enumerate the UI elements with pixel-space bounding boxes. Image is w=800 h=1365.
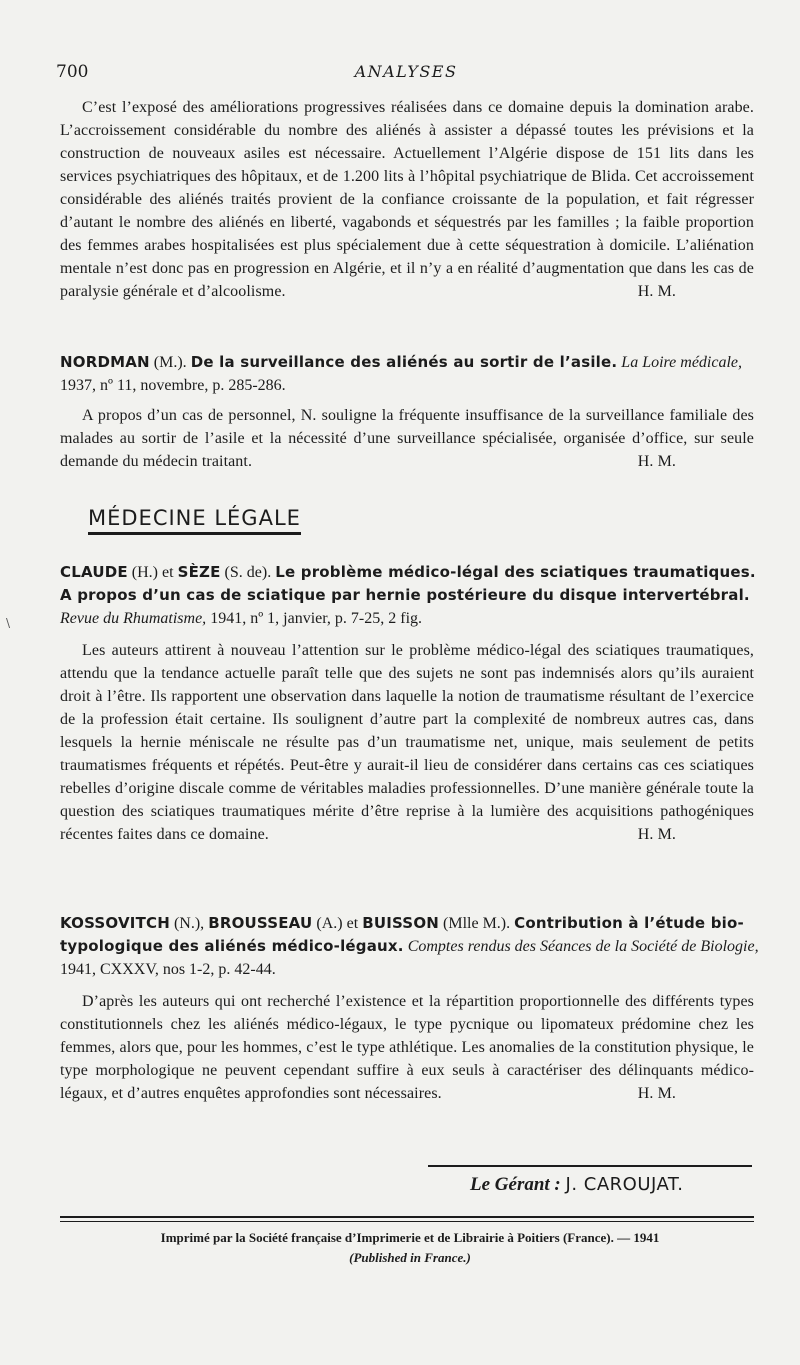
article-title: De la surveillance des aliénés au sortir de l’asile. — [190, 353, 618, 371]
signature-rule — [428, 1165, 752, 1167]
article-title: Le problème médico-légal des sciatiques traumatiques. A propos d’un cas de sciatique par hernie postérieure du disque intervertébral. — [60, 563, 756, 604]
entry-claude-citation — [60, 561, 760, 630]
abstract-text: A propos d’un cas de personnel, N. souligne la fréquente insuffisance de la surveillance familiale des malades au sortir de l’asile et la nécessité d’une surveillance spécialisée, organisée d’office, sur seule demande du médecin traitant. — [60, 407, 754, 470]
abstract-signature: H. M. — [637, 453, 676, 470]
printer-line: Imprimé par la Société française d’Imprimerie et de Librairie à Poitiers (France). — 1941 — [160, 1230, 660, 1245]
conjunction: et — [346, 915, 359, 932]
section-title: MÉDECINE LÉGALE — [88, 506, 301, 535]
journal-name: Revue du Rhumatisme, — [60, 610, 207, 627]
abstract-signature: H. M. — [637, 1085, 676, 1102]
entry-nordman-citation — [60, 351, 760, 397]
journal-name: Comptes rendus des Séances de la Société de Biologie, — [407, 938, 759, 955]
journal-name: La Loire médicale, — [621, 354, 743, 371]
entry-nordman-abstract — [60, 404, 754, 473]
running-title: ANALYSES — [354, 62, 458, 81]
conjunction: et — [162, 564, 174, 581]
author-initial: (S. de). — [224, 564, 272, 581]
intro-paragraph — [60, 96, 754, 303]
author-name: NORDMAN — [60, 353, 150, 371]
footer-rule-top — [60, 1216, 754, 1218]
gerant-signature — [470, 1174, 684, 1196]
citation-details: 1941, nº 1, janvier, p. 7-25, 2 fig. — [210, 610, 423, 627]
published-line — [100, 1250, 720, 1266]
author-initial: (A.) — [316, 915, 343, 932]
author-initial: (Mlle M.). — [443, 915, 511, 932]
entry-kossovitch-abstract — [60, 990, 754, 1105]
author-initial: (M.). — [153, 354, 187, 371]
abstract-signature: H. M. — [637, 826, 676, 843]
entry-kossovitch-citation — [60, 912, 760, 981]
gerant-label: Le Gérant : — [470, 1174, 561, 1195]
author-name: BROUSSEAU — [208, 914, 313, 932]
abstract-text: Les auteurs attirent à nouveau l’attention sur le problème médico-légal des sciatiques traumatiques, attendu que la tendance actuelle paraît telle que des sujets ne sont pas indemnisés alors qu’ils auraient droit à l’être. Ils rapportent une observation dans laquelle la notion de traumatisme résultant de l’exercice de la profession était certaine. Ils soulignent d’autre part la complexité de nombreux autres cas, dans lesquels la hernie méniscale ne résulte pas d’un traumatisme net, unique, mais seulement de petits traumatismes fréquents et répétés. Peut-être y aurait-il lieu de considérer dans certains cas ces sciatiques rebelles d’origine discale comme de véritables maladies professionnelles. D’une manière générale toute la question des sciatiques traumatiques mérite d’être reprise à la lumière des acquisitions pathogéniques récentes faites dans ce domaine. — [60, 642, 754, 843]
page-header — [56, 62, 756, 86]
gerant-name: J. CAROUJAT. — [565, 1174, 684, 1195]
author-name: CLAUDE — [60, 563, 128, 581]
entry-claude-abstract — [60, 639, 754, 846]
author-name: SÈZE — [177, 563, 221, 581]
author-initial: (N.), — [173, 915, 205, 932]
page-number: 700 — [56, 62, 89, 82]
intro-signature: H. M. — [637, 283, 676, 300]
author-initial: (H.) — [131, 564, 159, 581]
intro-text: C’est l’exposé des améliorations progressives réalisées dans ce domaine depuis la domination arabe. L’accroissement considérable du nombre des aliénés à assister a dépassé toutes les prévisions et la construction de nouveaux asiles est nécessaire. Actuellement l’Algérie dispose de 151 lits dans les services psychiatriques des hôpitaux, et de 1.200 lits à l’hôpital psychiatrique de Blida. Cet accroissement considérable des aliénés traités provient de la confiance croissante de la population, et fait régresser d’autant le nombre des aliénés en liberté, vagabonds et séquestrés par les familles ; la faible proportion des femmes arabes hospitalisées est plus spécialement due à cette séquestration à domicile. L’aliénation mentale n’est donc pas en progression en Algérie, et il n’y a en réalité d’augmentation que dans les cas de paralysie générale et d’alcoolisme. — [60, 99, 754, 300]
article-title: Contribution à l’étude bio-typologique des aliénés médico-légaux. — [60, 914, 744, 955]
citation-details: 1941, CXXXV, nos 1-2, p. 42-44. — [60, 961, 276, 978]
published-text: (Published in France.) — [349, 1250, 471, 1265]
margin-mark: \ — [6, 616, 11, 630]
citation-details: 1937, nº 11, novembre, p. 285-286. — [60, 377, 286, 394]
author-name: BUISSON — [362, 914, 440, 932]
author-name: KOSSOVITCH — [60, 914, 170, 932]
abstract-text: D’après les auteurs qui ont recherché l’existence et la répartition proportionnelle des différents types constitutionnels chez les aliénés médico-légaux, le type pycnique ou lipomateux prédomine chez les femmes, alors que, pour les hommes, c’est le type athlétique. Les anomalies de la constitution physique, le type morphologique ne peuvent cependant suffire à eux seuls à caractériser des délinquants médico-légaux, et d’autres enquêtes approfondies sont nécessaires. — [60, 993, 754, 1102]
footer-rule-bottom — [60, 1221, 754, 1222]
